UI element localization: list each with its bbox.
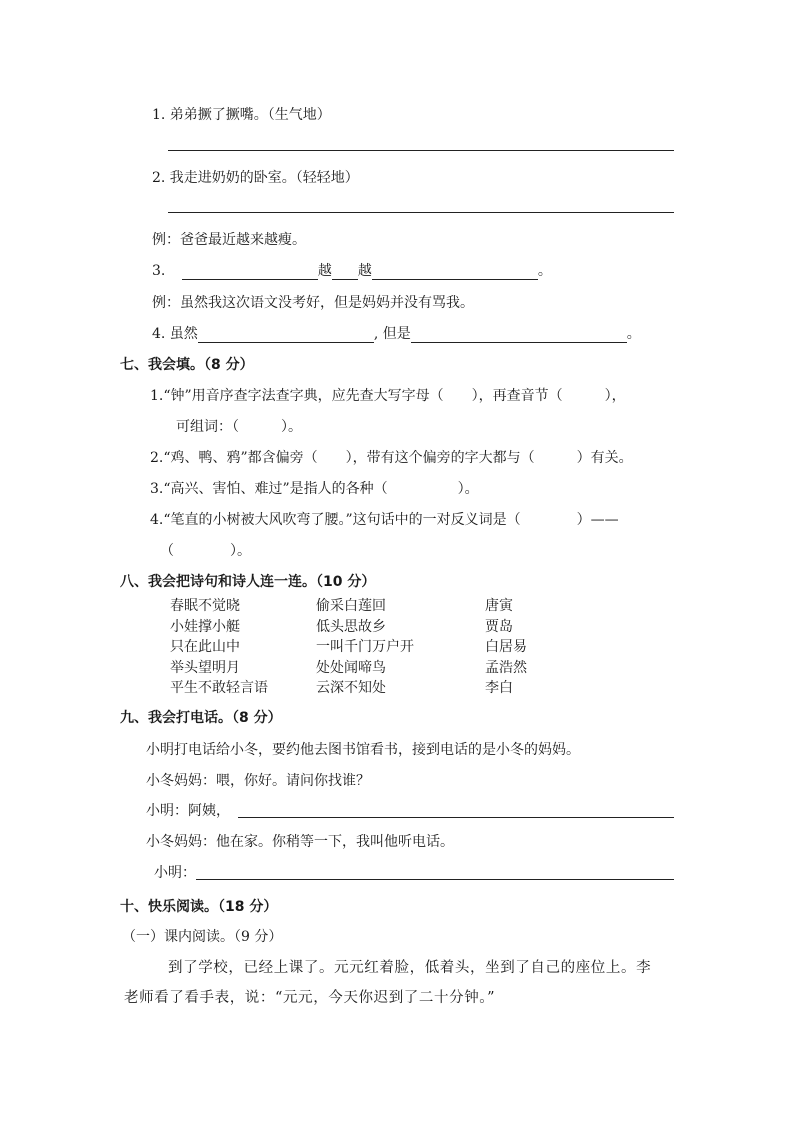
poet-name[interactable]: 孟浩然: [485, 659, 527, 676]
poet-column: [485, 596, 527, 699]
question-7-1b: 可组词：（ ）。: [176, 419, 302, 435]
poet-name[interactable]: 李白: [485, 680, 513, 696]
poem-line[interactable]: 处处闻啼鸟: [316, 659, 386, 676]
poem-line[interactable]: 云深不知处: [316, 680, 386, 696]
blank-6-4-a[interactable]: [198, 326, 374, 343]
period: 。: [626, 326, 641, 342]
answer-line-9-1[interactable]: [238, 817, 674, 818]
subsection-title: （一）课内阅读。（9 分）: [122, 929, 283, 945]
example-2: 例：虽然我这次语文没考好，但是妈妈并没有骂我。: [152, 295, 474, 311]
phone-intro: 小明打电话给小冬，要约他去图书馆看书，接到电话的是小冬的妈妈。: [146, 742, 580, 758]
question-7-1a: 1.“钟”用音序查字法查字典，应先查大写字母（ ），再查音节（ ），: [150, 388, 626, 404]
period: 。: [537, 263, 552, 279]
question-text: , 但是: [373, 326, 411, 342]
poem-line[interactable]: 小娃撑小艇: [170, 618, 240, 635]
blank-6-4-b[interactable]: [411, 326, 627, 343]
poem-line[interactable]: 偷采白莲回: [316, 598, 386, 614]
question-number: 3.: [152, 263, 166, 279]
example-1: 例：爸爸最近越来越瘦。: [152, 232, 306, 248]
poem-line[interactable]: 平生不敢轻言语: [170, 680, 268, 696]
blank-6-3-a[interactable]: [182, 263, 318, 280]
section-10-title: 十、快乐阅读。（18 分）: [120, 899, 278, 915]
question-6-4: [152, 323, 641, 343]
poet-name[interactable]: 贾岛: [485, 618, 513, 635]
poem-line[interactable]: 低头思故乡: [316, 618, 386, 635]
poem-line-column: [170, 596, 268, 699]
question-6-3: [152, 260, 552, 280]
answer-line-9-2[interactable]: [196, 879, 674, 880]
dialogue-line: 小冬妈妈：他在家。你稍等一下，我叫他听电话。: [146, 834, 454, 850]
answer-line-6-2[interactable]: [168, 212, 674, 213]
poem-line[interactable]: 举头望明月: [170, 659, 240, 676]
question-text: 4. 虽然: [152, 326, 198, 342]
question-6-1: 1. 弟弟撅了撅嘴。（生气地）: [152, 107, 331, 123]
dialogue-line: 小明：阿姨，: [146, 803, 230, 819]
question-7-4a: 4.“笔直的小树被大风吹弯了腰。”这句话中的一对反义词是（ ）——: [150, 512, 619, 528]
question-7-3: 3.“高兴、害怕、难过”是指人的各种（ ）。: [150, 481, 479, 497]
poem-line-column: [316, 596, 414, 699]
question-7-4b: （ ）。: [160, 543, 251, 559]
reading-paragraph: 到了学校，已经上课了。元元红着脸，低着头，坐到了自己的座位上。李: [168, 960, 652, 976]
question-7-2: 2.“鸡、鸭、鸦”都含偏旁（ ），带有这个偏旁的字大都与（ ）有关。: [150, 450, 633, 466]
blank-6-3-c[interactable]: [372, 263, 538, 280]
yue-char: 越: [317, 263, 332, 279]
section-8-title: 八、我会把诗句和诗人连一连。（10 分）: [120, 574, 376, 590]
blank-6-3-b[interactable]: [332, 263, 358, 280]
dialogue-line: 小明：: [154, 865, 196, 881]
poet-name[interactable]: 唐寅: [485, 598, 513, 614]
poem-line[interactable]: 只在此山中: [170, 639, 240, 655]
yue-char: 越: [357, 263, 372, 279]
poem-line[interactable]: 春眠不觉晓: [170, 598, 240, 614]
poet-name[interactable]: 白居易: [485, 639, 527, 655]
question-6-2: 2. 我走进奶奶的卧室。（轻轻地）: [152, 170, 359, 186]
section-9-title: 九、我会打电话。（8 分）: [120, 710, 282, 726]
reading-paragraph: 老师看了看手表，说：“元元，今天你迟到了二十分钟。”: [124, 990, 496, 1006]
dialogue-line: 小冬妈妈：喂，你好。请问你找谁？: [146, 773, 370, 789]
section-7-title: 七、我会填。（8 分）: [120, 357, 254, 373]
poem-line[interactable]: 一叫千门万户开: [316, 639, 414, 655]
answer-line-6-1[interactable]: [168, 150, 674, 151]
